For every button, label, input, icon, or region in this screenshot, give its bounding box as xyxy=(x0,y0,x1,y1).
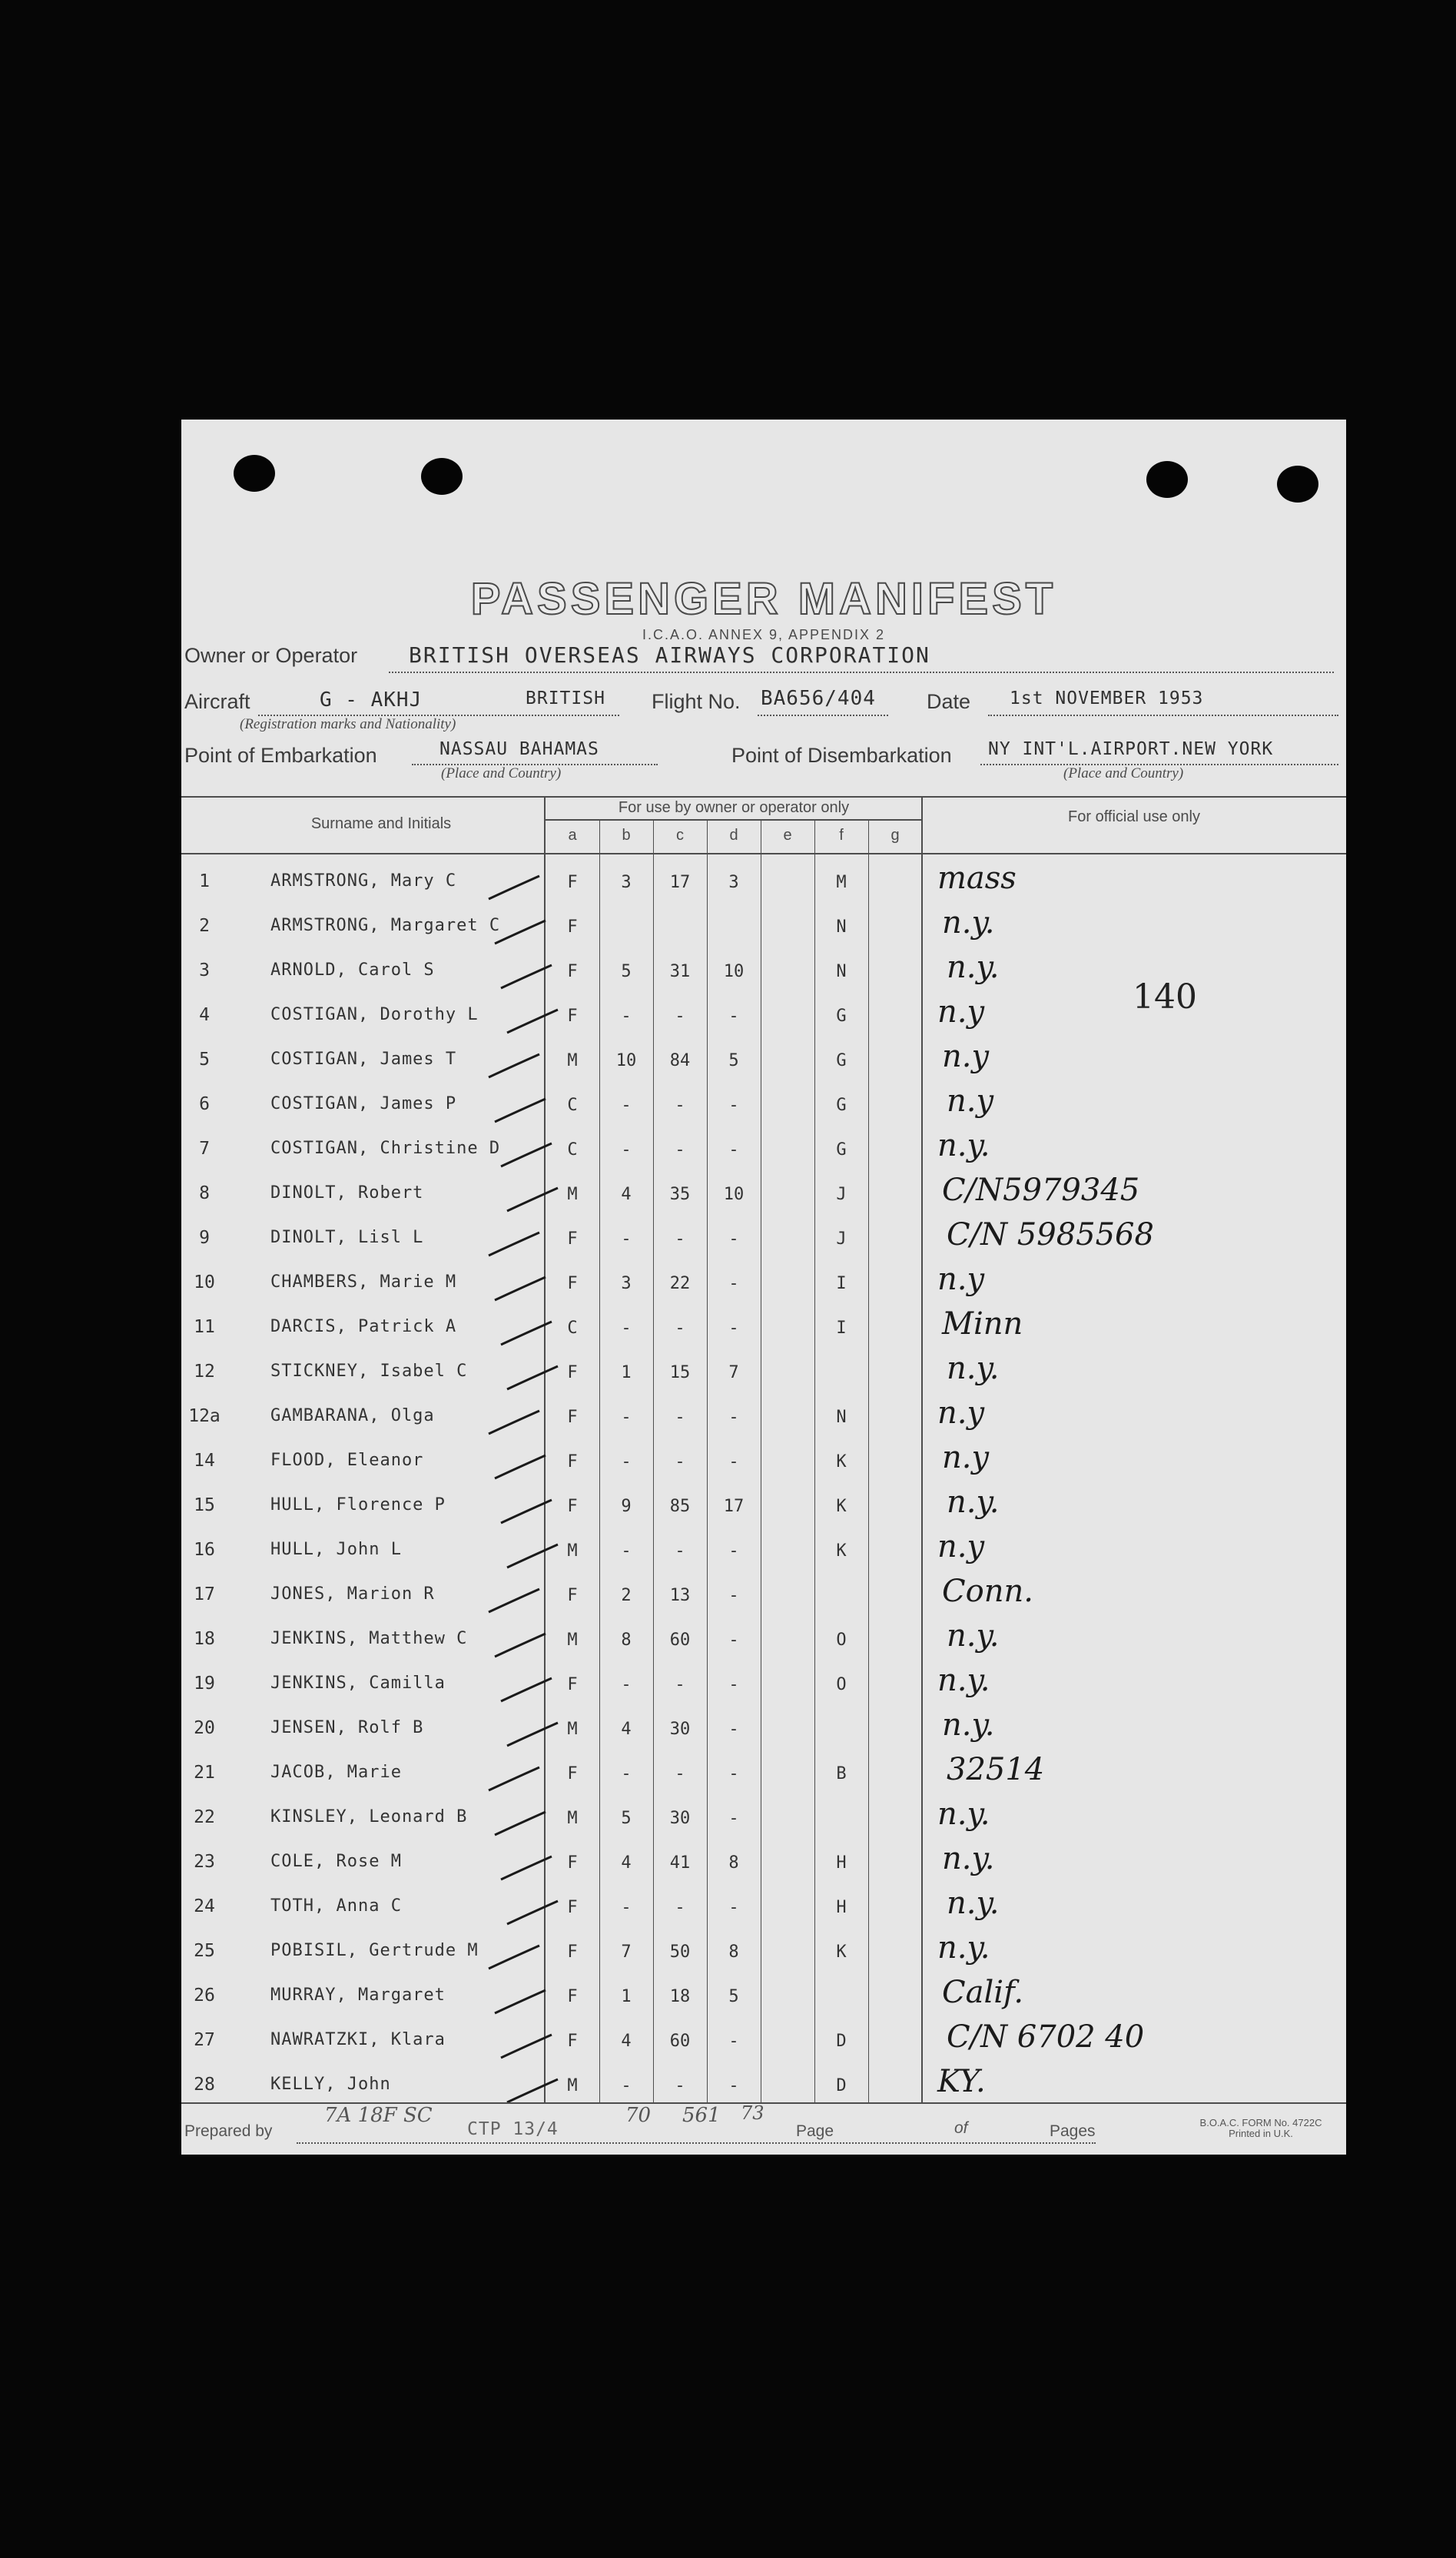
cell-d: 10 xyxy=(723,1185,745,1204)
footer-rule xyxy=(297,2142,1096,2144)
official-note: n.y. xyxy=(937,1663,990,1698)
official-note: n.y. xyxy=(937,1128,990,1163)
cell-d: 5 xyxy=(728,1051,739,1070)
disembark-value: NY INT'L.AIRPORT.NEW YORK xyxy=(988,739,1274,759)
cell-b: - xyxy=(621,1541,632,1561)
cell-b: 5 xyxy=(621,962,632,981)
cell-a: F xyxy=(567,1452,578,1471)
cell-f: G xyxy=(836,1140,847,1160)
official-note: n.y xyxy=(937,1529,985,1564)
sub-column-header: d xyxy=(729,827,738,844)
sub-column-header: b xyxy=(622,827,631,844)
cell-c: - xyxy=(675,1140,685,1160)
official-note: n.y xyxy=(942,1440,990,1475)
cell-f: H xyxy=(836,1853,847,1873)
cell-d: - xyxy=(728,1274,739,1293)
official-note: n.y. xyxy=(937,1797,990,1832)
cell-f: D xyxy=(836,2032,847,2051)
cell-c: 13 xyxy=(669,1586,691,1605)
cell-b: 4 xyxy=(621,1185,632,1204)
cell-c: - xyxy=(675,1541,685,1561)
cell-d: - xyxy=(728,1408,739,1427)
cell-a: M xyxy=(567,1631,578,1650)
flight-rule xyxy=(758,715,888,716)
aircraft-label: Aircraft xyxy=(184,690,250,713)
sub-column-header: a xyxy=(568,827,577,844)
table-row xyxy=(181,1128,1346,1177)
date-rule xyxy=(988,715,1338,716)
row-number: 21 xyxy=(194,1763,215,1783)
cell-c: 15 xyxy=(669,1363,691,1382)
cell-f: K xyxy=(836,1452,847,1471)
row-number: 12a xyxy=(188,1406,221,1426)
cell-a: F xyxy=(567,1229,578,1249)
col-owner-use-header: For use by owner or operator only xyxy=(618,799,850,816)
cell-a: M xyxy=(567,1720,578,1739)
passenger-name: JACOB, Marie xyxy=(270,1763,402,1782)
cell-c: 60 xyxy=(669,1631,691,1650)
row-number: 22 xyxy=(194,1807,215,1827)
cell-d: - xyxy=(728,1898,739,1917)
cell-a: F xyxy=(567,1853,578,1873)
disembark-caption: (Place and Country) xyxy=(1063,765,1184,781)
passenger-name: POBISIL, Gertrude M xyxy=(270,1941,479,1960)
table-row xyxy=(181,1930,1346,1979)
table-row xyxy=(181,1440,1346,1489)
row-number: 16 xyxy=(194,1540,215,1560)
passenger-name: HULL, John L xyxy=(270,1540,402,1559)
official-note: n.y. xyxy=(947,950,1000,985)
cell-c: 85 xyxy=(669,1497,691,1516)
cell-c: 35 xyxy=(669,1185,691,1204)
row-number: 12 xyxy=(194,1362,215,1382)
cell-a: F xyxy=(567,1943,578,1962)
cell-c: 22 xyxy=(669,1274,691,1293)
cell-c: - xyxy=(675,1319,685,1338)
table-row xyxy=(181,1618,1346,1667)
cell-c: 50 xyxy=(669,1943,691,1962)
official-note: n.y. xyxy=(942,905,995,941)
official-note: n.y. xyxy=(947,1351,1000,1386)
cell-a: C xyxy=(567,1319,578,1338)
embark-label: Point of Embarkation xyxy=(184,744,377,767)
table-row xyxy=(181,1083,1346,1133)
row-number: 25 xyxy=(194,1941,215,1961)
passenger-name: DINOLT, Lisl L xyxy=(270,1228,424,1247)
cell-a: F xyxy=(567,873,578,892)
cell-a: F xyxy=(567,1363,578,1382)
col-name-header: Surname and Initials xyxy=(310,815,452,832)
official-note: n.y. xyxy=(947,1618,1000,1654)
ctp-value: CTP 13/4 xyxy=(467,2119,559,2139)
cell-d: 8 xyxy=(728,1943,739,1962)
cell-b: 10 xyxy=(615,1051,637,1070)
table-row xyxy=(181,1039,1346,1088)
punch-hole xyxy=(1146,461,1188,498)
cell-f: N xyxy=(836,962,847,981)
cell-b: - xyxy=(621,1007,632,1026)
cell-a: F xyxy=(567,1408,578,1427)
passenger-name: STICKNEY, Isabel C xyxy=(270,1362,468,1381)
cell-f: O xyxy=(836,1675,847,1694)
passenger-name: COSTIGAN, Christine D xyxy=(270,1139,501,1158)
punch-hole xyxy=(234,455,275,492)
table-row xyxy=(181,1262,1346,1311)
cell-c: 30 xyxy=(669,1720,691,1739)
cell-c: - xyxy=(675,1408,685,1427)
row-number: 7 xyxy=(199,1139,210,1159)
sub-column-header: g xyxy=(891,827,900,844)
passenger-name: JENSEN, Rolf B xyxy=(270,1718,424,1737)
official-note: n.y. xyxy=(942,1707,995,1743)
form-subtitle: I.C.A.O. ANNEX 9, APPENDIX 2 xyxy=(642,627,886,642)
table-row xyxy=(181,1351,1346,1400)
cell-f: I xyxy=(836,1319,847,1338)
cell-b: 4 xyxy=(621,2032,632,2051)
cell-f: K xyxy=(836,1541,847,1561)
official-note: KY. xyxy=(937,2064,986,2099)
row-number: 23 xyxy=(194,1852,215,1872)
cell-b: - xyxy=(621,1140,632,1160)
cell-c: 41 xyxy=(669,1853,691,1873)
row-number: 14 xyxy=(194,1451,215,1471)
row-number: 24 xyxy=(194,1896,215,1916)
table-row xyxy=(181,1173,1346,1222)
passenger-name: JENKINS, Camilla xyxy=(270,1674,446,1693)
row-number: 11 xyxy=(194,1317,215,1337)
row-number: 28 xyxy=(194,2075,215,2095)
form-number xyxy=(1180,2118,1342,2139)
row-number: 15 xyxy=(194,1495,215,1515)
cell-b: 4 xyxy=(621,1720,632,1739)
row-number: 18 xyxy=(194,1629,215,1649)
cell-c: - xyxy=(675,1452,685,1471)
cell-f: N xyxy=(836,917,847,937)
cell-b: - xyxy=(621,1764,632,1783)
row-number: 6 xyxy=(199,1094,210,1114)
cell-a: F xyxy=(567,917,578,937)
cell-a: M xyxy=(567,2076,578,2095)
cell-b: - xyxy=(621,1452,632,1471)
cell-d: - xyxy=(728,1096,739,1115)
cell-f: J xyxy=(836,1185,847,1204)
cell-d: - xyxy=(728,1452,739,1471)
cell-f: G xyxy=(836,1096,847,1115)
cell-c: 17 xyxy=(669,873,691,892)
passenger-name: ARMSTRONG, Margaret C xyxy=(270,916,501,935)
passenger-name: ARMSTRONG, Mary C xyxy=(270,871,457,891)
cell-c: - xyxy=(675,1007,685,1026)
cell-a: C xyxy=(567,1096,578,1115)
cell-a: F xyxy=(567,1497,578,1516)
cell-b: - xyxy=(621,1096,632,1115)
registration-caption: (Registration marks and Nationality) xyxy=(240,716,456,732)
owner-value: BRITISH OVERSEAS AIRWAYS CORPORATION xyxy=(409,642,930,668)
cell-d: - xyxy=(728,1675,739,1694)
flight-label: Flight No. xyxy=(652,690,741,713)
passenger-name: KELLY, John xyxy=(270,2075,391,2094)
row-number: 9 xyxy=(199,1228,210,1248)
official-note: n.y xyxy=(942,1039,990,1074)
cell-c: 18 xyxy=(669,1987,691,2006)
sub-column-header: f xyxy=(839,827,844,844)
manifest-sheet xyxy=(181,420,1346,2155)
cell-d: - xyxy=(728,1319,739,1338)
cell-c: - xyxy=(675,1764,685,1783)
passenger-name: COSTIGAN, Dorothy L xyxy=(270,1005,479,1024)
cell-d: 10 xyxy=(723,962,745,981)
cell-d: - xyxy=(728,1541,739,1561)
cell-d: - xyxy=(728,1631,739,1650)
cell-a: F xyxy=(567,1764,578,1783)
row-number: 4 xyxy=(199,1005,210,1025)
sub-column-header: c xyxy=(676,827,684,844)
form-title: PASSENGER MANIFEST xyxy=(470,574,1057,624)
official-note: mass xyxy=(937,861,1017,896)
cell-b: 8 xyxy=(621,1631,632,1650)
table-row xyxy=(181,1529,1346,1578)
official-note: n.y xyxy=(937,1395,985,1431)
cell-f: N xyxy=(836,1408,847,1427)
cell-b: 5 xyxy=(621,1809,632,1828)
passenger-name: GAMBARANA, Olga xyxy=(270,1406,435,1425)
cell-d: - xyxy=(728,2032,739,2051)
embark-caption: (Place and Country) xyxy=(441,765,562,781)
cell-f: O xyxy=(836,1631,847,1650)
col-official-header: For official use only xyxy=(1068,808,1200,825)
row-number: 8 xyxy=(199,1183,210,1203)
cell-a: M xyxy=(567,1185,578,1204)
passenger-name: HULL, Florence P xyxy=(270,1495,446,1515)
cell-d: 17 xyxy=(723,1497,745,1516)
row-number: 5 xyxy=(199,1050,210,1070)
cell-f: H xyxy=(836,1898,847,1917)
date-label: Date xyxy=(927,690,971,713)
passenger-name: TOTH, Anna C xyxy=(270,1896,402,1916)
table-row xyxy=(181,1306,1346,1355)
table-row xyxy=(181,1841,1346,1890)
cell-a: F xyxy=(567,1898,578,1917)
prepared-label: Prepared by xyxy=(184,2122,273,2140)
passenger-name: DARCIS, Patrick A xyxy=(270,1317,457,1336)
disembark-label: Point of Disembarkation xyxy=(731,744,952,767)
cell-c: 31 xyxy=(669,962,691,981)
passenger-name: CHAMBERS, Marie M xyxy=(270,1272,457,1292)
passenger-name: JONES, Marion R xyxy=(270,1584,435,1604)
table-row xyxy=(181,1395,1346,1445)
cell-c: - xyxy=(675,2076,685,2095)
cell-b: - xyxy=(621,1675,632,1694)
cell-a: F xyxy=(567,1007,578,1026)
cell-c: 84 xyxy=(669,1051,691,1070)
flight-value: BA656/404 xyxy=(761,687,876,710)
official-note: n.y. xyxy=(942,1841,995,1876)
cell-d: - xyxy=(728,1007,739,1026)
passenger-name: COLE, Rose M xyxy=(270,1852,402,1871)
official-note: n.y xyxy=(937,994,985,1030)
cell-d: 5 xyxy=(728,1987,739,2006)
cell-d: - xyxy=(728,1586,739,1605)
aircraft-value: G - AKHJ xyxy=(320,688,423,712)
cell-a: F xyxy=(567,2032,578,2051)
cell-b: 2 xyxy=(621,1586,632,1605)
passenger-name: MURRAY, Margaret xyxy=(270,1986,446,2005)
table-row xyxy=(181,2019,1346,2069)
cell-c: - xyxy=(675,1898,685,1917)
official-note: n.y. xyxy=(947,1886,1000,1921)
row-number: 3 xyxy=(199,960,210,980)
passenger-name: DINOLT, Robert xyxy=(270,1183,424,1203)
cell-d: - xyxy=(728,1809,739,1828)
subheader-rule xyxy=(546,819,922,821)
cell-d: 3 xyxy=(728,873,739,892)
pages-label: Pages xyxy=(1050,2122,1096,2140)
cell-f: J xyxy=(836,1229,847,1249)
official-note: C/N 5985568 xyxy=(947,1217,1154,1252)
cell-b: 9 xyxy=(621,1497,632,1516)
cell-a: M xyxy=(567,1809,578,1828)
cell-c: - xyxy=(675,1229,685,1249)
owner-label: Owner or Operator xyxy=(184,644,358,667)
official-note: Conn. xyxy=(942,1574,1033,1609)
embark-value: NASSAU BAHAMAS xyxy=(439,739,599,759)
cell-b: - xyxy=(621,1408,632,1427)
passenger-name: JENKINS, Matthew C xyxy=(270,1629,468,1648)
printed-text: Printed in U.K. xyxy=(1229,2128,1293,2139)
cell-b: 1 xyxy=(621,1363,632,1382)
cell-f: B xyxy=(836,1764,847,1783)
cell-b: 1 xyxy=(621,1987,632,2006)
cell-b: - xyxy=(621,1319,632,1338)
passenger-name: KINSLEY, Leonard B xyxy=(270,1807,468,1826)
cell-b: 3 xyxy=(621,873,632,892)
cell-f: M xyxy=(836,873,847,892)
cell-b: 3 xyxy=(621,1274,632,1293)
cell-d: - xyxy=(728,1140,739,1160)
cell-a: F xyxy=(567,1987,578,2006)
cell-d: - xyxy=(728,2076,739,2095)
cell-f: D xyxy=(836,2076,847,2095)
official-note: n.y xyxy=(937,1262,985,1297)
official-note: Minn xyxy=(942,1306,1023,1342)
cell-c: 30 xyxy=(669,1809,691,1828)
official-note: n.y. xyxy=(947,1485,1000,1520)
official-note: Calif. xyxy=(942,1975,1024,2010)
cell-d: - xyxy=(728,1229,739,1249)
cell-b: - xyxy=(621,1229,632,1249)
row-number: 17 xyxy=(194,1584,215,1604)
table-header-rule xyxy=(181,853,1346,854)
cell-f: G xyxy=(836,1007,847,1026)
cell-c: - xyxy=(675,1675,685,1694)
of-label: of xyxy=(954,2119,968,2137)
row-number: 26 xyxy=(194,1986,215,2006)
cell-d: 7 xyxy=(728,1363,739,1382)
row-number: 20 xyxy=(194,1718,215,1738)
cell-a: F xyxy=(567,962,578,981)
cell-b: - xyxy=(621,1898,632,1917)
cell-c: - xyxy=(675,1096,685,1115)
table-row xyxy=(181,905,1346,954)
table-row xyxy=(181,1752,1346,1801)
row-number: 27 xyxy=(194,2030,215,2050)
total-e: 73 xyxy=(741,2102,764,2124)
prepared-value: 7A 18F SC xyxy=(324,2104,433,2127)
official-note: 32514 xyxy=(947,1752,1045,1787)
cell-d: - xyxy=(728,1764,739,1783)
cell-f: K xyxy=(836,1943,847,1962)
total-c: 70 xyxy=(625,2104,652,2127)
table-row xyxy=(181,1797,1346,1846)
cell-a: M xyxy=(567,1541,578,1561)
passenger-name: NAWRATZKI, Klara xyxy=(270,2030,446,2049)
table-row xyxy=(181,1574,1346,1623)
page-label: Page xyxy=(796,2122,834,2140)
official-note: n.y xyxy=(947,1083,994,1119)
cell-a: C xyxy=(567,1140,578,1160)
table-top-rule xyxy=(181,796,1346,798)
table-row xyxy=(181,1707,1346,1757)
passenger-name: FLOOD, Eleanor xyxy=(270,1451,424,1470)
cell-f: I xyxy=(836,1274,847,1293)
cell-d: - xyxy=(728,1720,739,1739)
table-row xyxy=(181,1217,1346,1266)
nationality-value: BRITISH xyxy=(526,688,605,708)
table-row xyxy=(181,861,1346,910)
table-row xyxy=(181,1975,1346,2024)
date-value: 1st NOVEMBER 1953 xyxy=(1010,688,1204,708)
cell-b: 7 xyxy=(621,1943,632,1962)
cell-a: F xyxy=(567,1586,578,1605)
punch-hole xyxy=(421,458,463,495)
row-number: 1 xyxy=(199,871,210,891)
cell-b: 4 xyxy=(621,1853,632,1873)
passenger-name: ARNOLD, Carol S xyxy=(270,960,435,980)
form-number-text: B.O.A.C. FORM No. 4722C xyxy=(1199,2117,1322,2128)
cell-f: G xyxy=(836,1051,847,1070)
punch-hole xyxy=(1277,466,1318,503)
official-note: C/N 6702 40 xyxy=(947,2019,1145,2055)
cell-f: K xyxy=(836,1497,847,1516)
cell-a: F xyxy=(567,1274,578,1293)
official-stamp: 140 xyxy=(1133,977,1197,1017)
row-number: 10 xyxy=(194,1272,215,1292)
official-note: n.y. xyxy=(937,1930,990,1966)
sub-column-header: e xyxy=(783,827,792,844)
cell-d: 8 xyxy=(728,1853,739,1873)
passenger-name: COSTIGAN, James T xyxy=(270,1050,457,1069)
cell-b: - xyxy=(621,2076,632,2095)
cell-a: F xyxy=(567,1675,578,1694)
table-row xyxy=(181,1886,1346,1935)
total-d: 561 xyxy=(682,2104,721,2127)
passenger-name: COSTIGAN, James P xyxy=(270,1094,457,1113)
row-number: 2 xyxy=(199,916,210,936)
table-row xyxy=(181,1663,1346,1712)
official-note: C/N5979345 xyxy=(942,1173,1140,1208)
cell-a: M xyxy=(567,1051,578,1070)
table-row xyxy=(181,1485,1346,1534)
cell-c: 60 xyxy=(669,2032,691,2051)
row-number: 19 xyxy=(194,1674,215,1694)
owner-rule xyxy=(389,672,1334,673)
